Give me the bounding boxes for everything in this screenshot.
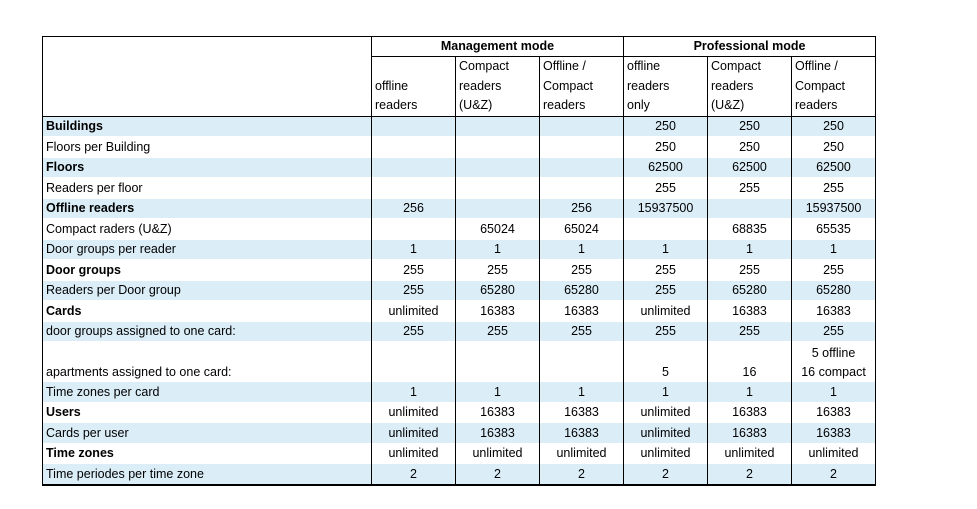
column-header-line: readers: [459, 78, 502, 93]
column-header-line: (U&Z): [711, 98, 745, 112]
table-cell: 65280: [708, 280, 792, 301]
table-cell: 16383: [456, 402, 540, 423]
row-label: apartments assigned to one card:: [43, 342, 372, 382]
column-header-line: readers: [375, 98, 418, 112]
row-label: Users: [43, 402, 372, 423]
table-cell: 16383: [456, 423, 540, 444]
column-header-line: only: [627, 98, 650, 112]
table-row: [43, 464, 876, 485]
table-cell: 62500: [624, 157, 708, 178]
table-cell: unlimited: [708, 443, 792, 464]
table-cell: 255: [708, 178, 792, 199]
table-cell: 62500: [708, 157, 792, 178]
table-cell: 250: [792, 137, 876, 158]
table-cell: unlimited: [372, 423, 456, 444]
table-cell: [372, 116, 456, 137]
table-cell: 1: [792, 239, 876, 260]
table-cell: [456, 137, 540, 158]
table-cell: 2: [540, 464, 624, 485]
table-cell: 255: [372, 260, 456, 281]
table-cell: 2: [372, 464, 456, 485]
table-cell: unlimited: [372, 402, 456, 423]
table-cell: 255: [456, 321, 540, 342]
table-cell: 65535: [792, 219, 876, 240]
table-cell: 1: [792, 382, 876, 403]
table-cell: unlimited: [624, 301, 708, 322]
table-cell: 255: [708, 321, 792, 342]
table-row: [43, 260, 876, 281]
row-label: Readers per floor: [43, 178, 372, 199]
table-cell: 1: [708, 382, 792, 403]
column-header-line: Compact: [543, 78, 594, 93]
table-cell: 256: [540, 198, 624, 219]
table-cell: [624, 219, 708, 240]
table-cell-line: 5 offline: [811, 346, 856, 360]
table-cell: 255: [372, 280, 456, 301]
table-cell: [540, 137, 624, 158]
table-cell: 1: [708, 239, 792, 260]
table-row: [43, 423, 876, 444]
table-cell: 16383: [540, 423, 624, 444]
table-cell-line: 16 compact: [801, 364, 866, 379]
table-cell: 16383: [708, 301, 792, 322]
table-cell: unlimited: [624, 402, 708, 423]
table-cell: 65024: [540, 219, 624, 240]
table-cell: [792, 342, 876, 382]
table-row: [43, 342, 876, 382]
table-cell: 250: [624, 137, 708, 158]
table-cell: 65280: [792, 280, 876, 301]
table-row: [43, 157, 876, 178]
row-label: Readers per Door group: [43, 280, 372, 301]
capacity-table: [42, 36, 876, 486]
column-header-line: Compact: [459, 59, 510, 73]
table-cell: 65024: [456, 219, 540, 240]
row-label: Compact raders (U&Z): [43, 219, 372, 240]
column-header-line: readers: [543, 98, 586, 112]
row-label: Door groups: [43, 260, 372, 281]
row-label: Door groups per reader: [43, 239, 372, 260]
table-cell: [456, 342, 540, 382]
row-label: Buildings: [43, 116, 372, 137]
table-cell: [372, 342, 456, 382]
column-header-line: offline: [627, 59, 661, 73]
table-cell: unlimited: [372, 301, 456, 322]
table-cell: unlimited: [372, 443, 456, 464]
table-cell: 16383: [792, 402, 876, 423]
table-row: [43, 219, 876, 240]
table-cell: [456, 157, 540, 178]
table-cell: [456, 178, 540, 199]
mode-group-header: Management mode: [372, 37, 624, 57]
table-cell: unlimited: [456, 443, 540, 464]
table-cell: 65280: [540, 280, 624, 301]
column-header-line: Offline /: [543, 59, 586, 73]
table-cell: 255: [792, 178, 876, 199]
table-cell: [456, 116, 540, 137]
table-cell: [540, 157, 624, 178]
table-cell: 250: [708, 137, 792, 158]
table-cell: 1: [624, 239, 708, 260]
row-label: door groups assigned to one card:: [43, 321, 372, 342]
table-row: [43, 116, 876, 137]
row-label: Floors: [43, 157, 372, 178]
table-cell: 65280: [456, 280, 540, 301]
table-cell: 255: [624, 321, 708, 342]
column-header: [708, 57, 792, 117]
table-cell: [372, 137, 456, 158]
table-cell: 255: [624, 178, 708, 199]
column-header-line: Compact: [795, 78, 846, 93]
table-cell: 2: [456, 464, 540, 485]
table-cell: 15937500: [624, 198, 708, 219]
corner-cell: [43, 57, 372, 117]
table-cell: 1: [372, 382, 456, 403]
table-cell: 1: [540, 239, 624, 260]
table-cell: 255: [708, 260, 792, 281]
table-cell: 62500: [792, 157, 876, 178]
column-header-line: readers: [795, 98, 838, 112]
table-cell: 256: [372, 198, 456, 219]
row-label: Time zones per card: [43, 382, 372, 403]
table-row: [43, 239, 876, 260]
table-cell: [372, 157, 456, 178]
table-row: [43, 382, 876, 403]
mode-group-header: Professional mode: [624, 37, 876, 57]
column-header: [792, 57, 876, 117]
table-cell: unlimited: [792, 443, 876, 464]
table-cell: 68835: [708, 219, 792, 240]
row-label: Floors per Building: [43, 137, 372, 158]
table-cell: 16383: [456, 301, 540, 322]
table-row: [43, 443, 876, 464]
column-header: [624, 57, 708, 117]
row-label: Time zones: [43, 443, 372, 464]
table-row: [43, 402, 876, 423]
row-label: Cards: [43, 301, 372, 322]
table-cell: 250: [792, 116, 876, 137]
row-label: Offline readers: [43, 198, 372, 219]
table-cell: 16383: [708, 402, 792, 423]
table-cell: 16383: [540, 402, 624, 423]
table-cell: 2: [792, 464, 876, 485]
column-header: [456, 57, 540, 117]
corner-cell: [43, 37, 372, 57]
table-row: [43, 198, 876, 219]
table-cell: 255: [792, 321, 876, 342]
table-cell: 1: [372, 239, 456, 260]
column-header-line: readers: [627, 78, 670, 93]
table-cell: 16383: [792, 423, 876, 444]
table-cell: 250: [624, 116, 708, 137]
table-cell: 2: [708, 464, 792, 485]
table-cell: [540, 116, 624, 137]
column-header-line: (U&Z): [459, 98, 493, 112]
table-cell: [540, 342, 624, 382]
table-cell: 255: [540, 321, 624, 342]
table-cell: [372, 178, 456, 199]
table-cell: 16383: [792, 301, 876, 322]
table-cell: 5: [624, 342, 708, 382]
row-label: Time periodes per time zone: [43, 464, 372, 485]
table-cell: 255: [624, 260, 708, 281]
table-cell: 1: [624, 382, 708, 403]
column-header: [372, 57, 456, 117]
table-row: [43, 137, 876, 158]
column-header: [540, 57, 624, 117]
table-cell: unlimited: [624, 443, 708, 464]
table-cell: [372, 219, 456, 240]
table-cell: 250: [708, 116, 792, 137]
table-row: [43, 178, 876, 199]
table-cell: 16383: [708, 423, 792, 444]
table-cell: unlimited: [540, 443, 624, 464]
table-cell: 16: [708, 342, 792, 382]
table-cell: 15937500: [792, 198, 876, 219]
table-cell: 255: [624, 280, 708, 301]
table-cell: 2: [624, 464, 708, 485]
mode-header-row: [43, 37, 876, 57]
table-cell: 16383: [540, 301, 624, 322]
column-header-line: Offline /: [795, 59, 838, 73]
table-cell: [708, 198, 792, 219]
row-label: Cards per user: [43, 423, 372, 444]
column-header-row: [43, 57, 876, 117]
table-cell: unlimited: [624, 423, 708, 444]
column-header-line: readers: [711, 78, 754, 93]
column-header-line: Compact: [711, 59, 762, 73]
table-cell: 1: [456, 382, 540, 403]
table-cell: 255: [372, 321, 456, 342]
table-cell: 255: [540, 260, 624, 281]
table-cell: 1: [540, 382, 624, 403]
table-row: [43, 301, 876, 322]
table-row: [43, 321, 876, 342]
table-cell: 255: [456, 260, 540, 281]
table-cell: [540, 178, 624, 199]
column-header-line: offline: [375, 78, 409, 93]
table-row: [43, 280, 876, 301]
table-cell: [456, 198, 540, 219]
table-cell: 255: [792, 260, 876, 281]
table-cell: 1: [456, 239, 540, 260]
